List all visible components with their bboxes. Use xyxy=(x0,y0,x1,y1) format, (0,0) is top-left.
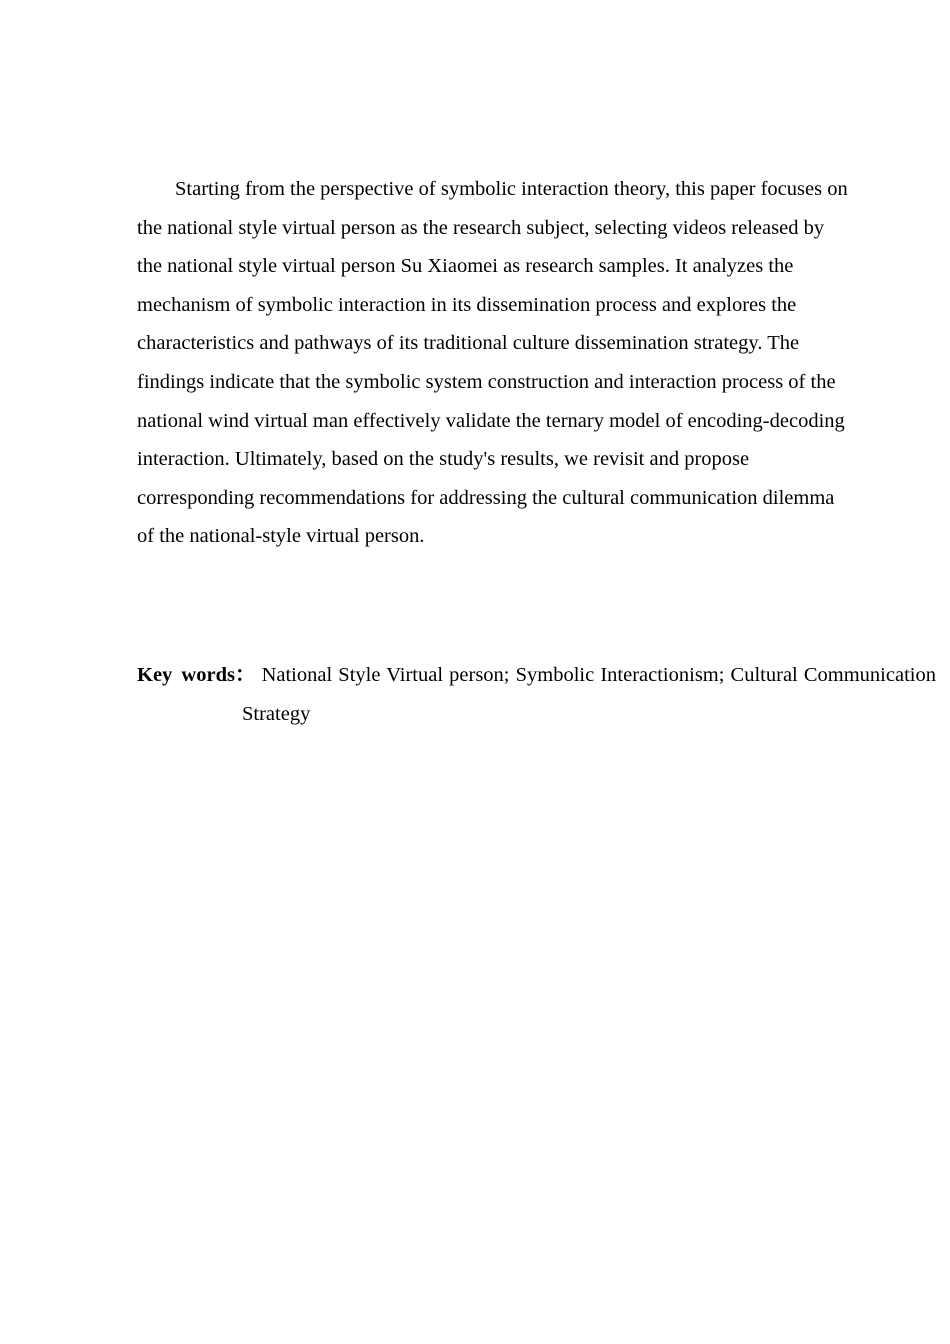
keywords-label: Key words： xyxy=(137,664,256,686)
keywords-block xyxy=(137,656,950,733)
abstract-paragraph: Starting from the perspective of symbolic interaction theory, this paper focuses on the national style virtual person as the research subject, selecting videos released by the national style virtual person Su Xiaomei as research samples. It analyzes the mechanism of symbolic interaction in its dissemination process and explores the characteristics and pathways of its traditional culture dissemination strategy. The findings indicate that the symbolic system construction and interaction process of the national wind virtual man effectively validate the ternary model of encoding-decoding interaction. Ultimately, based on the study's results, we revisit and propose corresponding recommendations for addressing the cultural communication dilemma of the national-style virtual person. xyxy=(137,178,848,548)
keywords-text: National Style Virtual person; Symbolic Interactionism; Cultural Communication Strategy xyxy=(242,664,936,725)
